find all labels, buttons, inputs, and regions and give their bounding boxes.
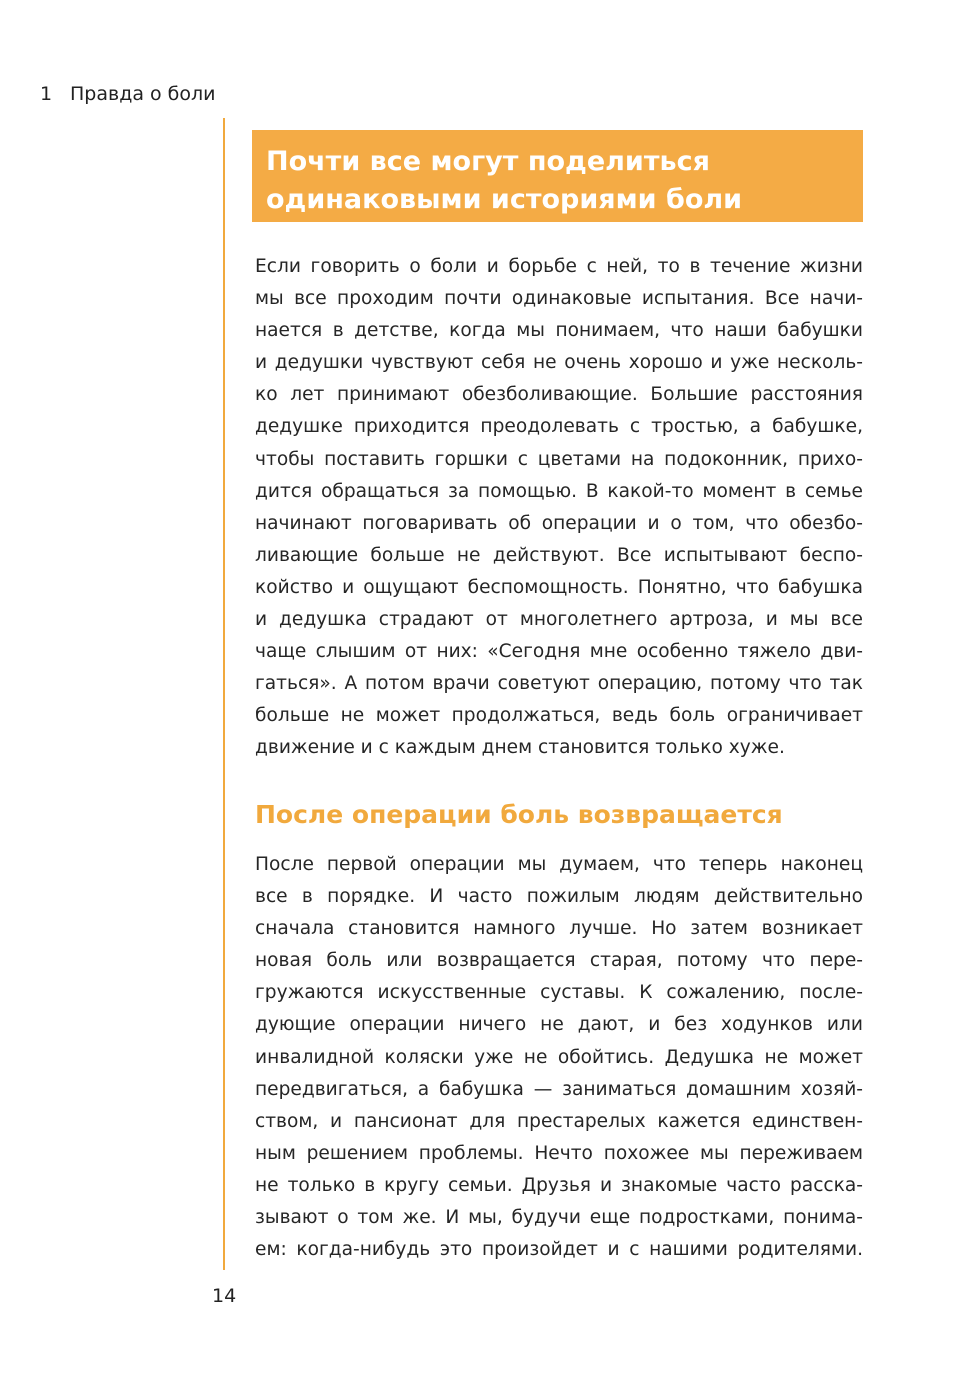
text-line: ем: когда-нибудь это произойдет и с нашими родителями. <box>255 1239 863 1261</box>
text-line: мы все проходим почти одинаковые испытания. Все начи- <box>255 288 863 310</box>
text-line: дится обращаться за помощью. В какой-то момент в семье <box>255 480 863 502</box>
text-line: новая боль или возвращается старая, потому что пере- <box>255 950 863 972</box>
text-line: сначала становится намного лучше. Но затем возникает <box>255 918 863 940</box>
text-line: Если говорить о боли и борьбе с ней, то в течение жизни <box>255 256 863 277</box>
text-line: гружаются искусственные суставы. К сожалению, после- <box>255 982 863 1004</box>
section-heading: После операции боль возвращается <box>255 800 783 829</box>
running-header <box>40 82 216 106</box>
margin-rule <box>223 118 225 1270</box>
page-number: 14 <box>212 1285 237 1307</box>
text-line: чтобы поставить горшки с цветами на подоконник, прихо- <box>255 448 863 470</box>
text-line: не только в кругу семьи. Друзья и знакомые часто расска- <box>255 1174 863 1196</box>
title-line: одинаковыми историями боли <box>266 184 743 215</box>
text-line: инвалидной коляски уже не обойтись. Дедушка не может <box>255 1046 863 1068</box>
text-line: дедушке приходится преодолевать с тростью, а бабушке, <box>255 416 863 438</box>
text-line: дующие операции ничего не дают, и без ходунков или <box>255 1014 863 1036</box>
text-line: начинают поговаривать об операции и о том, что обезбо- <box>255 512 863 534</box>
text-line: передвигаться, а бабушка — заниматься домашним хозяй- <box>255 1078 863 1100</box>
title-line: Почти все могут поделиться <box>266 146 710 177</box>
text-line: койство и ощущают беспомощность. Понятно, что бабушка <box>255 576 863 598</box>
text-line: больше не может продолжаться, ведь боль ограничивает <box>255 705 863 727</box>
text-line: чаще слышим от них: «Сегодня мне особенно тяжело дви- <box>255 641 863 663</box>
text-line: движение и с каждым днем становится только хуже. <box>255 737 785 759</box>
text-line: ством, и пансионат для престарелых кажется единствен- <box>255 1110 863 1132</box>
title-box <box>252 130 863 222</box>
text-line: ливающие больше не действуют. Все испытывают беспо- <box>255 544 863 566</box>
text-line: все в порядке. И часто пожилым людям действительно <box>255 886 863 908</box>
text-line: и дедушки чувствуют себя не очень хорошо и уже несколь- <box>255 352 863 374</box>
text-line: После первой операции мы думаем, что теперь наконец <box>255 854 863 875</box>
text-line: ным решением проблемы. Нечто похожее мы переживаем <box>255 1142 863 1164</box>
paragraph-2 <box>255 849 863 1266</box>
text-line: зывают о том же. И мы, будучи еще подростками, понима- <box>255 1207 863 1229</box>
text-line: нается в детстве, когда мы понимаем, что наши бабушки <box>255 320 863 342</box>
paragraph-1 <box>255 251 863 765</box>
chapter-title: Правда о боли <box>70 83 216 105</box>
text-line: ко лет принимают обезболивающие. Большие расстояния <box>255 384 863 406</box>
text-line: и дедушка страдают от многолетнего артроза, и мы все <box>255 609 863 631</box>
chapter-number: 1 <box>40 83 53 105</box>
text-line: гаться». А потом врачи советуют операцию, потому что так <box>255 673 863 695</box>
